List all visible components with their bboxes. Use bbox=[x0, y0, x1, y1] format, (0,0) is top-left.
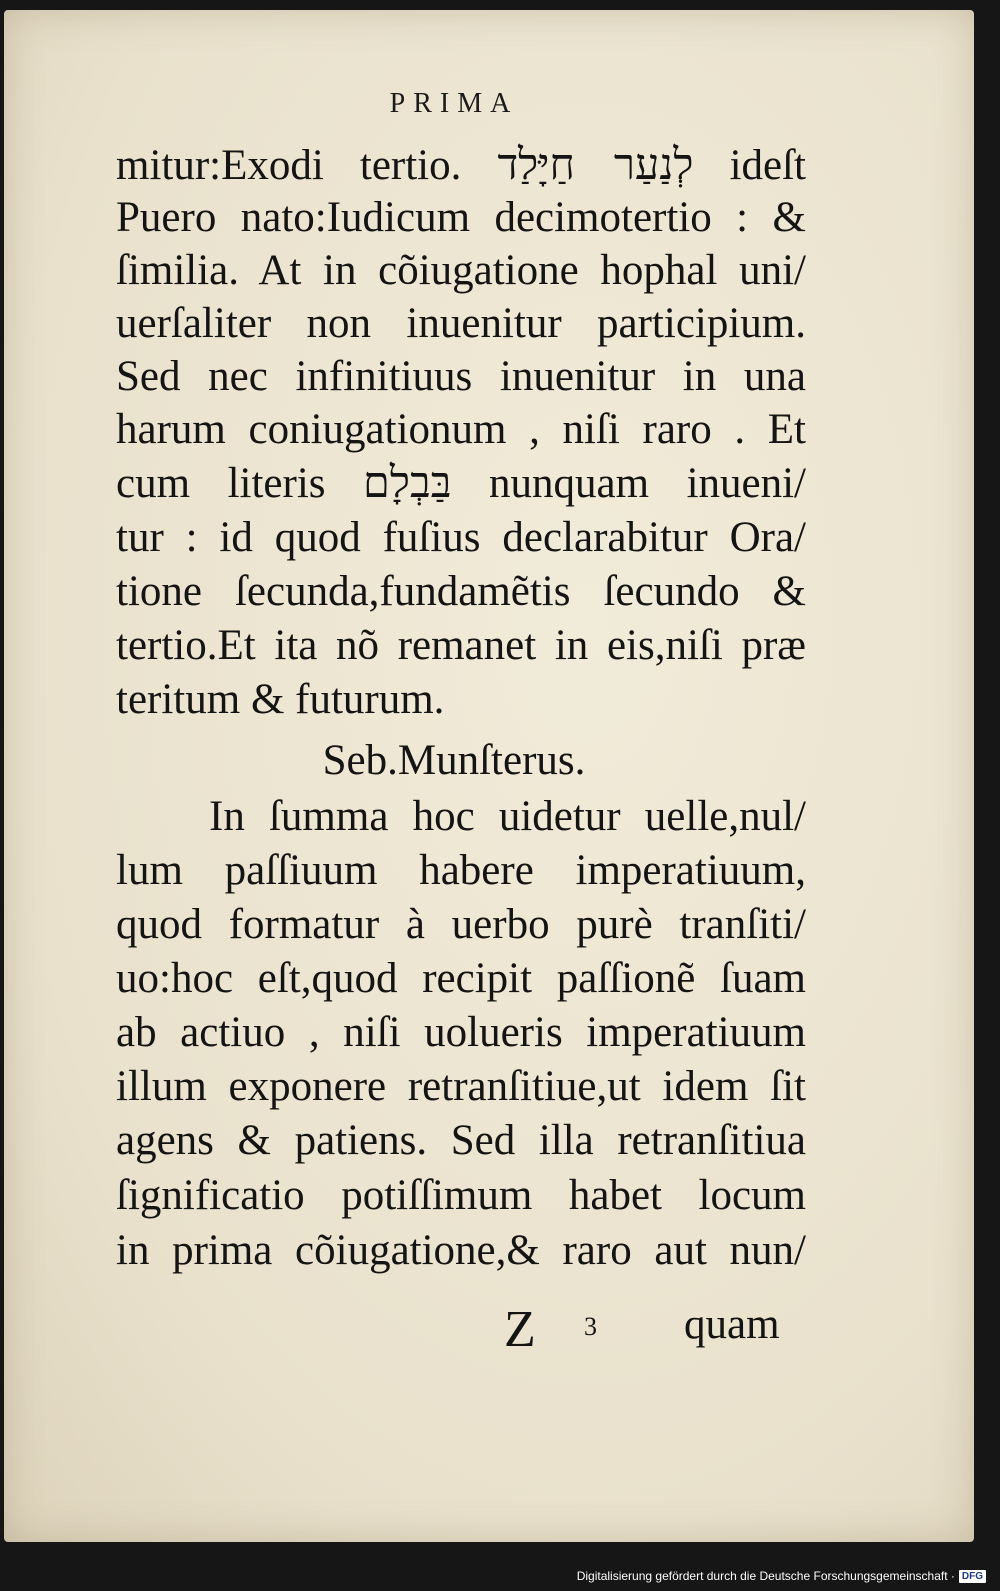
text-line-9: tione ſecunda,fundamẽtis ſecundo & bbox=[116, 568, 806, 615]
text-line-10: tertio.Et ita nõ remanet in eis,niſi præ bbox=[116, 622, 806, 669]
text-line-20: ſignificatio potiſſimum habet locum bbox=[116, 1172, 806, 1219]
text-line-3: ſimilia. At in cõiugatione hophal uni/ bbox=[116, 247, 806, 294]
text-line-1: mitur:Exodi tertio. לְנַעַר חַיָּלַד ideſt bbox=[116, 140, 806, 190]
dfg-logo: DFG bbox=[959, 1570, 986, 1583]
text-line-2: Puero nato:Iudicum decimotertio : & bbox=[116, 194, 806, 241]
text-line-21: in prima cõiugatione,& raro aut nun/ bbox=[116, 1227, 806, 1274]
book-page bbox=[4, 10, 974, 1542]
text-line-14: lum paſſiuum habere imperatiuum, bbox=[116, 847, 806, 894]
text-line-18: illum exponere retranſitiue,ut idem ſit bbox=[116, 1063, 806, 1110]
hebrew-phrase: לְנַעַר חַיָּלַד bbox=[497, 140, 694, 190]
section-heading: Seb.Munſterus. bbox=[322, 737, 586, 784]
signature-number: 3 bbox=[584, 1312, 597, 1341]
text-line-15: quod formatur à uerbo purè tranſiti/ bbox=[116, 901, 806, 948]
text-line-6: harum coniugationum , niſi raro . Et bbox=[116, 406, 806, 453]
digitization-credit bbox=[577, 1569, 986, 1583]
text-line-5: Sed nec infinitiuus inuenitur in una bbox=[116, 353, 806, 400]
credit-text: Digitalisierung gefördert durch die Deutsche Forschungsgemeinschaft · bbox=[576, 1569, 955, 1583]
catchword: quam bbox=[684, 1301, 780, 1348]
text-line-13: In ſumma hoc uidetur uelle,nul/ bbox=[209, 793, 806, 840]
text-line-17: ab actiuo , niſi uolueris imperatiuum bbox=[116, 1009, 806, 1056]
text-line-19: agens & patiens. Sed illa retranſitiua bbox=[116, 1117, 806, 1164]
running-head: PRIMA bbox=[389, 88, 519, 119]
text-line-16: uo:hoc eſt,quod recipit paſſionẽ ſuam bbox=[116, 955, 806, 1002]
text-line-11: teritum & futurum. bbox=[116, 676, 445, 723]
text-line-8: tur : id quod fuſius declarabitur Ora/ bbox=[116, 514, 806, 561]
signature-mark: Z bbox=[504, 1301, 536, 1358]
text-line-7: cum literis בַּבְלָם nunquam inueni/ bbox=[116, 458, 806, 508]
hebrew-letters: בַּבְלָם bbox=[363, 458, 452, 508]
text-line-4: uerſaliter non inuenitur participium. bbox=[116, 300, 806, 347]
